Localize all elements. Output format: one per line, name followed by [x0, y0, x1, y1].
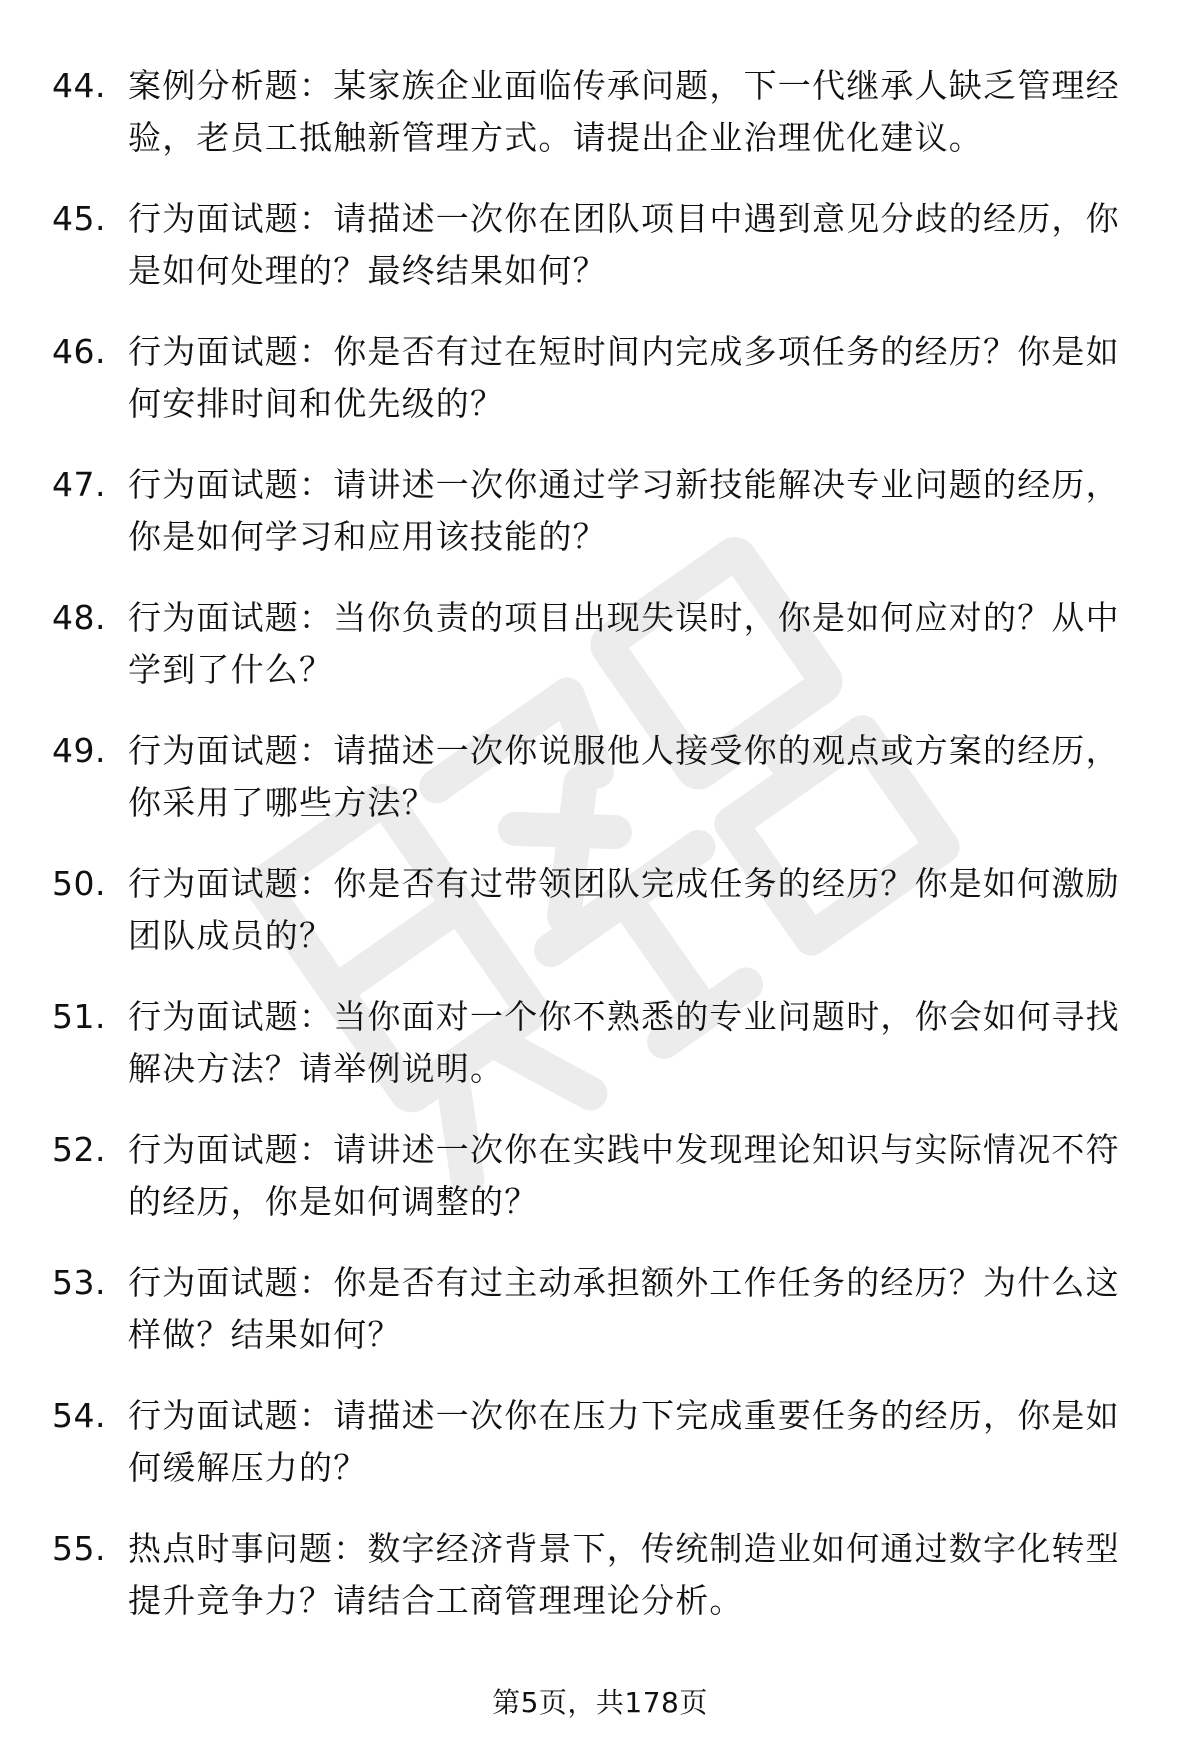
- question-number: 52.: [52, 1130, 106, 1169]
- question-text: 行为面试题：请讲述一次你通过学习新技能解决专业问题的经历，你是如何学习和应用该技能的？: [128, 465, 1120, 556]
- page-number-footer: 第5页，共178页: [492, 1686, 708, 1719]
- question-text: 行为面试题：你是否有过带领团队完成任务的经历？你是如何激励团队成员的？: [128, 864, 1120, 955]
- question-item: [0, 858, 1200, 991]
- question-item: [0, 1390, 1200, 1523]
- question-number: 45.: [52, 199, 106, 238]
- question-text: 行为面试题：你是否有过主动承担额外工作任务的经历？为什么这样做？结果如何？: [128, 1263, 1120, 1354]
- question-text: 行为面试题：当你负责的项目出现失误时，你是如何应对的？从中学到了什么？: [128, 598, 1120, 689]
- question-number: 44.: [52, 66, 106, 105]
- question-text: 行为面试题：当你面对一个你不熟悉的专业问题时，你会如何寻找解决方法？请举例说明。: [128, 997, 1120, 1088]
- question-item: [0, 725, 1200, 858]
- question-item: [0, 1523, 1200, 1656]
- question-number: 50.: [52, 864, 106, 903]
- question-item: [0, 459, 1200, 592]
- question-list: [0, 60, 1200, 1656]
- question-text: 行为面试题：请描述一次你说服他人接受你的观点或方案的经历，你采用了哪些方法？: [128, 731, 1120, 822]
- question-number: 48.: [52, 598, 106, 637]
- question-item: [0, 592, 1200, 725]
- question-item: [0, 991, 1200, 1124]
- question-text: 行为面试题：请讲述一次你在实践中发现理论知识与实际情况不符的经历，你是如何调整的？: [128, 1130, 1120, 1221]
- question-item: [0, 193, 1200, 326]
- question-number: 49.: [52, 731, 106, 770]
- question-text: 行为面试题：请描述一次你在团队项目中遇到意见分歧的经历，你是如何处理的？最终结果如何？: [128, 199, 1120, 290]
- question-number: 47.: [52, 465, 106, 504]
- question-item: [0, 1257, 1200, 1390]
- question-text: 行为面试题：请描述一次你在压力下完成重要任务的经历，你是如何缓解压力的？: [128, 1396, 1120, 1487]
- question-item: [0, 326, 1200, 459]
- question-text: 行为面试题：你是否有过在短时间内完成多项任务的经历？你是如何安排时间和优先级的？: [128, 332, 1120, 423]
- question-item: [0, 1124, 1200, 1257]
- question-number: 51.: [52, 997, 106, 1036]
- question-number: 53.: [52, 1263, 106, 1302]
- question-number: 55.: [52, 1529, 106, 1568]
- question-text: 案例分析题：某家族企业面临传承问题，下一代继承人缺乏管理经验，老员工抵触新管理方式。请提出企业治理优化建议。: [128, 66, 1120, 157]
- question-text: 热点时事问题：数字经济背景下，传统制造业如何通过数字化转型提升竞争力？请结合工商管理理论分析。: [128, 1529, 1120, 1620]
- question-number: 46.: [52, 332, 106, 371]
- question-item: [0, 60, 1200, 193]
- question-number: 54.: [52, 1396, 106, 1435]
